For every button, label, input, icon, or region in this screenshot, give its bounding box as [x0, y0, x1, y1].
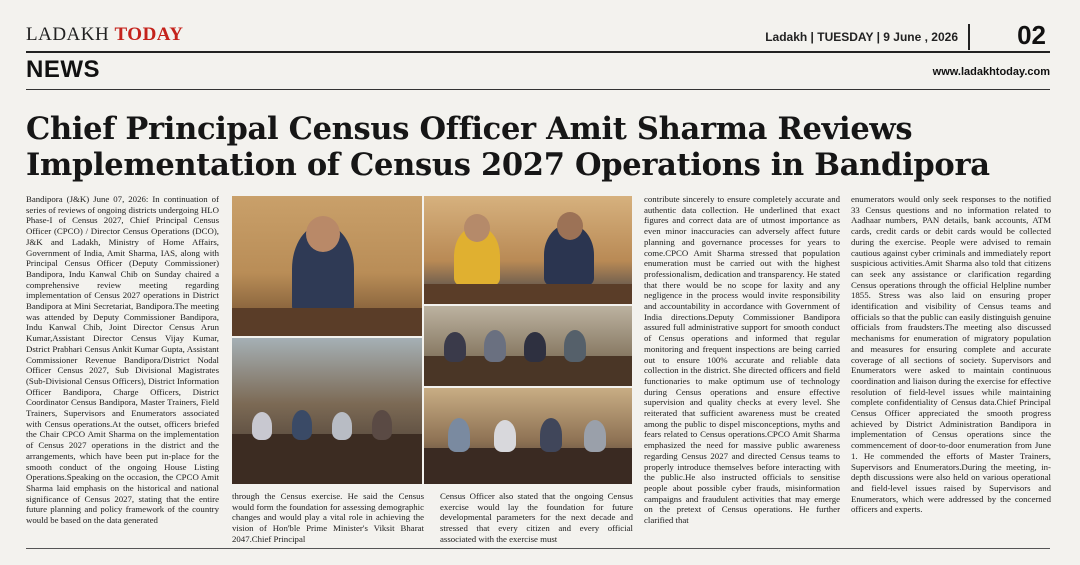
- brand-right: TODAY: [114, 24, 184, 45]
- headline: [26, 111, 1056, 183]
- photo-conference-room: [232, 338, 422, 484]
- section-label: NEWS: [26, 56, 100, 83]
- dateline: Ladakh | TUESDAY | 9 June , 2026: [765, 30, 958, 44]
- article-column-5: enumerators would only seek responses to the notified 33 Census questions and no information related to Aadhaar numbers, PAN details, bank accounts, ATM cards, credit cards or debit cards would be collected during the exercise. People were advised to remain cautious against cyber criminals and immediately report suspicious activities.Amit Sharma also told that citizens can seek any assistance or clarification regarding Census operations through the official Helpline number 1855. Stress was also laid on ensuring proper identification and visibility of Census teams and officials so that the public can easily distinguish genuine officials from fraudsters.The meeting also discussed mechanisms for enumeration of migratory population and measures for ensuring complete and accurate coverage of all sections of society. Supervisors and Enumerators were asked to maintain continuous coordination and liaison during the exercise for effective resolution of field-level issues while maintaining complete confidentiality of Census data.Chief Principal Census Officer appreciated the smooth progress achieved by District Administration Bandipora in implementation of Census operations since the commencement of door-to-door enumeration from June 1. He commended the efforts of Master Trainers, Supervisors and Enumerators.During the meeting, in-depth discussions were also held on various operational and field-level issues raised by Supervisors and Enumerators, which were addressed by the concerned officers and experts.: [851, 194, 1051, 515]
- masthead: [26, 20, 1050, 53]
- section-rule: [26, 89, 1050, 90]
- page-divider: [968, 24, 970, 50]
- headline-line-1: Chief Principal Census Officer Amit Sharma Reviews: [26, 111, 913, 147]
- brand-left: LADAKH: [26, 24, 110, 45]
- bottom-rule: [26, 548, 1050, 549]
- article-column-2: through the Census exercise. He said the Census would form the foundation for assessing demographic changes and would play a vital role in achieving the vision of Hon'ble Prime Minister's Viksit Bharat 2047.Chief Principal: [232, 491, 424, 544]
- photo-chairperson: [232, 196, 422, 336]
- photo-collage: [232, 196, 632, 484]
- photo-attendees: [424, 388, 632, 484]
- headline-line-2: Implementation of Census 2027 Operations in Bandipora: [26, 147, 990, 183]
- brand-logo: [26, 24, 184, 46]
- page-number: 02: [1017, 20, 1046, 50]
- article-column-1: Bandipora (J&K) June 07, 2026: In continuation of series of reviews of ongoing districts undergoing HLO Phase-I of Census 2027, Chief Principal Census Officer (CPCO) / Director Census Operations (DCO), J&K and Ladakh, Ministry of Home Affairs, Government of India, Amit Sharma, IAS, along with Principal Census Officer (Deputy Commissioner) Bandipora, Indu Kanwal Chib on Sunday chaired a comprehensive review meeting regarding implementation of Census 2027 operations in District Bandipora at Mini Secretariat, Bandipora.The meeting was attended by Deputy Commissioner Bandipora, Indu Kanwal Chib, Joint Director Census Arun Kumar,Assistant Director Census Vijay Kumar, Dstrict Prabhari Census Ankit Kumar Gupta, Assistant Commissioner Revenue Bandipora/District Nodal Officer Census 2027, Sub Divisional Magistrates (Sub-Divisional Census Officers), District Information Officer Bandipora, Charge Officers, District Coordinator Census Bandipora, Master Trainers, Field Trainers, Supervisors and Enumerators associated with Census operations.At the outset, officers briefed the Chair CPCO Amit Sharma on the implementation of Census 2027 operations in the district and the arrangements, which have been put in-place for the smooth conduct of the ongoing House Listing Operations.Speaking on the occasion, the CPCO Amit Sharma laid emphasis on the historical and national significance of Census 2027, stating that the entire future planning and policy framework of the country would be based on the data generated: [26, 194, 219, 526]
- photo-officials-dais: [424, 196, 632, 304]
- photo-meeting-hall: [424, 306, 632, 386]
- website-link[interactable]: www.ladakhtoday.com: [932, 66, 1050, 78]
- article-column-3: Census Officer also stated that the ongoing Census exercise would lay the foundation for future developmental parameters for the next decade and stressed that every citizen and every official associated with the exercise must: [440, 491, 633, 544]
- article-column-4: contribute sincerely to ensure completely accurate and authentic data collection. He underlined that exact figures and correct data are of utmost importance as even minor inaccuracies can adversely affect future planning and governance processes for years to come.CPCO Amit Sharma stressed that population enumeration must be carried out with the highest professionalism, dedication and transparency. He stated that there would be no scope for laxity and any negligence in the process would invite responsibility and accountability in accordance with Government of India directions.Deputy Commissioner Bandipora assured full administrative support for smooth conduct of Census operations and informed that regular monitoring and frequent inspections are being carried out to ensure 100% accurate and reliable data collection in the district. She directed officers and field functionaries to make optimum use of technology during Census operations and ensure effective supervision and quality checks at every level. She reiterated that sufficient awareness must be created among the public to dispel misconceptions, myths and fears related to Census operations.CPCO Amit Sharma emphasized the need for massive public awareness regarding Census 2027 and directed Census teams to properly introduce themselves before interacting with the public.He also instructed officials to sensitise people about possible cyber frauds, misinformation campaigns and fraudulent activities that may emerge on the pretext of Census operations. He further clarified that: [644, 194, 840, 526]
